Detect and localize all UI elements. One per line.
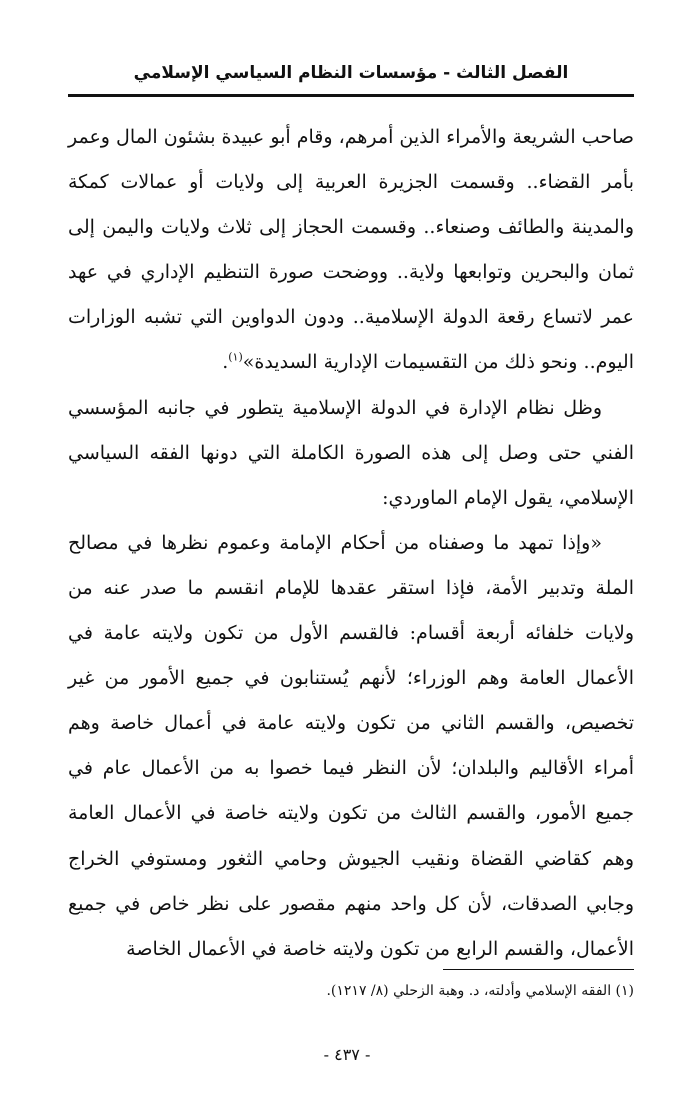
page-number: - ٤٣٧ - [323,1045,371,1064]
running-header [68,60,634,86]
paragraph-1-end: . [222,351,229,374]
running-title: الفصل الثالث - مؤسسات النظام السياسي الإسلامي [133,63,569,83]
paragraph-1-text: صاحب الشريعة والأمراء الذين أمرهم، وقام أبو عبيدة بشئون المال وعمر بأمر القضاء.. وقسمت الجزيرة العربية إلى ولايات أو عمالات كمكة والمدينة والطائف وصنعاء.. وقسمت الحجاز إلى ثلاث ولايات واليمن إلى ثمان والبحرين وتوابعها ولاية.. ووضحت صورة التنظيم الإداري في عهد عمر لاتساع رقعة الدولة الإسلامية.. ودون الدواوين التي تشبه الوزارات اليوم.. ونحو ذلك من التقسيمات الإدارية السديدة» [68,126,634,374]
paragraph-2: وظل نظام الإدارة في الدولة الإسلامية يتطور في جانبه المؤسسي الفني حتى وصل إلى هذه الصورة الكاملة التي دونها الفقه السياسي الإسلامي، يقول الإمام الماوردي: [68,396,634,509]
footnote: (١) الفقه الإسلامي وأدلته، د. وهبة الزحلي (٨/ ١٢١٧). [326,983,634,999]
main-text [68,115,634,972]
header-rule [68,94,634,97]
footnote-rule [443,969,634,970]
paragraph-3: «وإذا تمهد ما وصفناه من أحكام الإمامة وعموم نظرها في مصالح الملة وتدبير الأمة، فإذا استقر عقدها للإمام انقسم ما صدر عنه من ولايات خلفائه أربعة أقسام: فالقسم الأول من تكون ولايته عامة في الأعمال العامة وهم الوزراء؛ لأنهم يُستنابون في جميع الأمور من غير تخصيص، والقسم الثاني من تكون ولايته عامة في أعمال خاصة وهم أمراء الأقاليم والبلدان؛ لأن النظر فيما خصوا به من الأعمال عام في جميع الأمور، والقسم الثالث من تكون ولايته خاصة في الأعمال العامة وهم كقاضي القضاة ونقيب الجيوش وحامي الثغور ومستوفي الخراج وجابي الصدقات، لأن كل واحد منهم مقصور على نظر خاص في جميع الأعمال، والقسم الرابع من تكون ولايته خاصة في الأعمال الخاصة [68,531,634,960]
paragraph-1 [68,115,634,386]
footnote-ref: (١) [228,351,243,365]
